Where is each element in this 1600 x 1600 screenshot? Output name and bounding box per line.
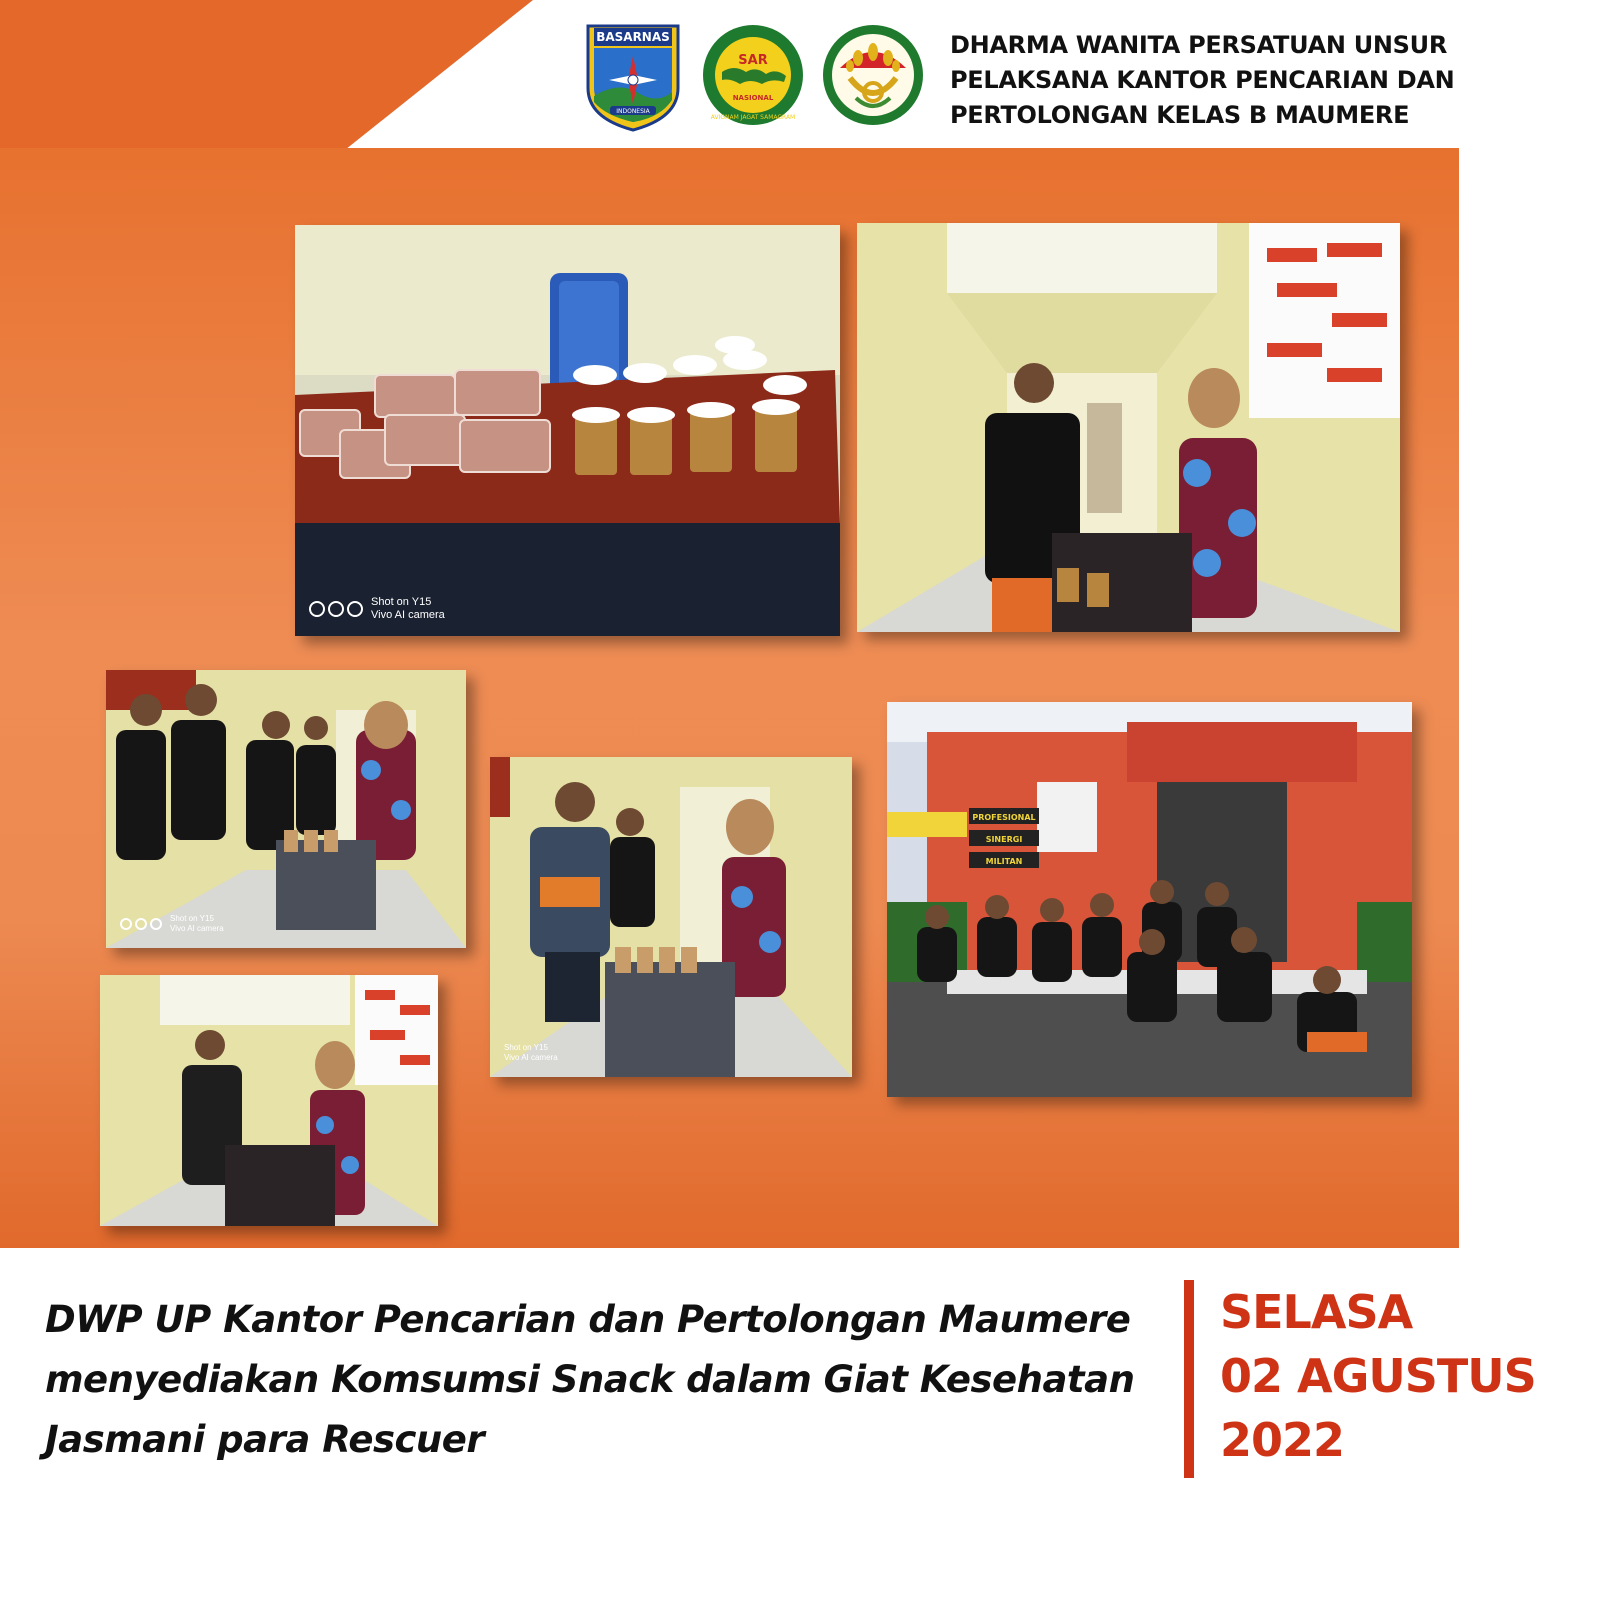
date-date: 02 AGUSTUS xyxy=(1220,1349,1536,1403)
header-logos xyxy=(580,18,926,132)
org-name-line-2: PELAKSANA KANTOR PENCARIAN DAN xyxy=(950,66,1455,94)
camera-watermark xyxy=(309,596,445,622)
group-outside-illustration xyxy=(887,702,1412,1097)
org-name-line-3: PERTOLONGAN KELAS B MAUMERE xyxy=(950,101,1410,129)
organization-name xyxy=(950,28,1470,133)
photo-group-queue xyxy=(106,670,466,948)
sar-logo-title: SAR xyxy=(738,53,768,68)
group-queue-illustration xyxy=(106,670,466,948)
basarnas-logo-subtitle: INDONESIA xyxy=(616,108,650,115)
headline-line-1: DWP UP Kantor Pencarian dan Pertolongan Maumere xyxy=(45,1298,1131,1341)
basarnas-logo-title: BASARNAS xyxy=(596,30,670,44)
date-year: 2022 xyxy=(1220,1413,1345,1467)
org-name-line-1: DHARMA WANITA PERSATUAN UNSUR xyxy=(950,31,1448,59)
handover-corridor-illustration xyxy=(857,223,1400,632)
camera-watermark-small xyxy=(120,914,224,934)
watermark-line-1: Shot on Y15 xyxy=(371,596,432,608)
sar-logo-motto: AVIGNAM JAGAT SAMAGRAM xyxy=(710,114,796,121)
headline-line-3: Jasmani para Rescuer xyxy=(45,1418,485,1461)
camera-watermark-small xyxy=(504,1043,558,1063)
date-day: SELASA xyxy=(1220,1285,1413,1339)
sign-profesional: PROFESIONAL xyxy=(972,813,1036,822)
date-block xyxy=(1220,1280,1536,1472)
watermark-line-2: Vivo AI camera xyxy=(504,1053,558,1062)
photo-handover-corridor xyxy=(857,223,1400,632)
handover-small-illustration xyxy=(100,975,438,1226)
handover-man-illustration xyxy=(490,757,852,1077)
watermark-line-1: Shot on Y15 xyxy=(170,914,214,923)
photo-snack-table xyxy=(295,225,840,636)
photo-handover-small xyxy=(100,975,438,1226)
basarnas-logo xyxy=(580,18,686,132)
vivo-camera-icon xyxy=(309,601,363,617)
photo-handover-man xyxy=(490,757,852,1077)
headline xyxy=(45,1290,1175,1470)
watermark-line-2: Vivo AI camera xyxy=(170,924,224,933)
sar-logo-middle: NASIONAL xyxy=(732,94,774,102)
photo-group-outside xyxy=(887,702,1412,1097)
sign-militan: MILITAN xyxy=(985,857,1023,866)
headline-line-2: menyediakan Komsumsi Snack dalam Giat Kesehatan xyxy=(45,1358,1135,1401)
sar-nasional-logo xyxy=(700,18,806,132)
dharma-wanita-logo xyxy=(820,18,926,132)
sign-sinergi: SINERGI xyxy=(985,835,1023,844)
watermark-line-2: Vivo AI camera xyxy=(371,609,445,621)
date-divider xyxy=(1184,1280,1194,1478)
watermark-line-1: Shot on Y15 xyxy=(504,1043,548,1052)
snack-table-illustration xyxy=(295,225,840,636)
vivo-camera-icon xyxy=(120,918,162,930)
